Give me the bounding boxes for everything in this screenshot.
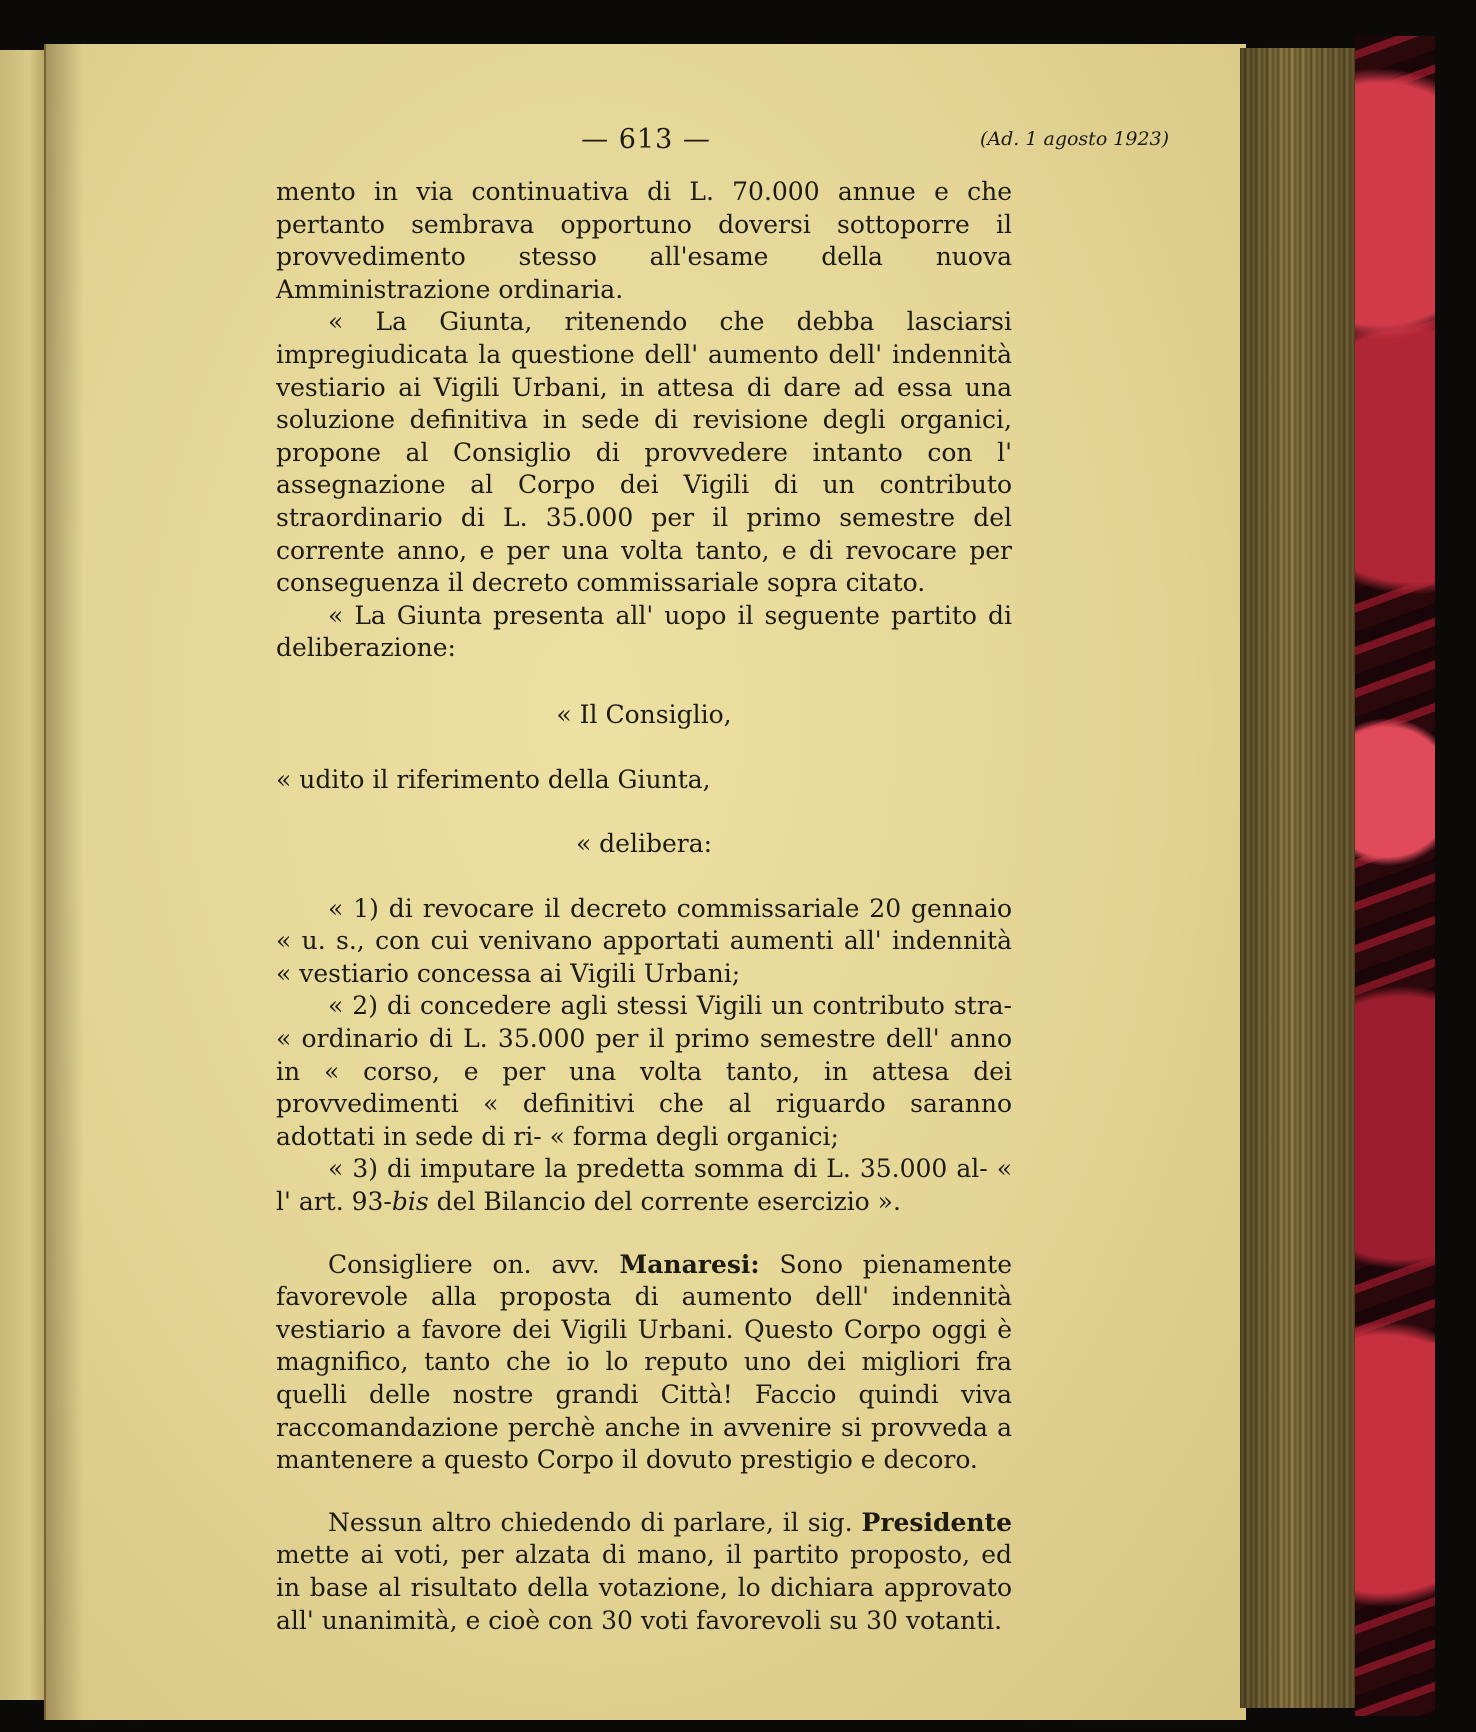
margin-date-note: (Ad. 1 agosto 1923) xyxy=(980,128,1170,150)
speech-manaresi: Consigliere on. avv. Manaresi: Sono pienamente favorevole alla proposta di aumento dell' indennità vestiario a favore dei Vigili Urbani. Questo Corpo oggi è magnifico, tanto che io lo reputo uno dei migliori fra quelli delle nostre grandi Città! Faccio quindi viva raccomandazione perchè anche in avvenire si provveda a mantenere a questo Corpo il dovuto prestigio e decoro. xyxy=(276,1249,1012,1475)
resolution-heading-consiglio: « Il Consiglio, xyxy=(556,699,732,729)
page-gutter-shadow xyxy=(44,44,84,1720)
previous-page-edge xyxy=(0,50,48,1700)
marbled-cover xyxy=(1355,36,1435,1716)
resolution-item-3: « 3) di imputare la predetta somma di L. 35.000 al- « l' art. 93-bis del Bilancio del corrente esercizio ». xyxy=(276,1154,1012,1217)
paragraph-continuation: mento in via continuativa di L. 70.000 annue e che pertanto sembrava opportuno doversi sottoporre il provvedimento stesso all'esame della nuova Amministrazione ordinaria. xyxy=(276,177,1012,304)
page-stack-shadow xyxy=(1240,48,1360,1708)
resolution-item-1: « 1) di revocare il decreto commissariale 20 gennaio « u. s., con cui venivano apportati aumenti all' indennità « vestiario concessa ai Vigili Urbani; xyxy=(276,893,1012,988)
resolution-udito: « udito il riferimento della Giunta, xyxy=(276,764,711,794)
body-text xyxy=(276,176,1012,1637)
paragraph-giunta-proposal: « La Giunta, ritenendo che debba lasciarsi impregiudicata la questione dell' aumento dell' indennità vestiario ai Vigili Urbani, in attesa di dare ad essa una soluzione definitiva in sede di revisione degli organici, propone al Consiglio di provvedere intanto con l' assegnazione al Corpo dei Vigili di un contributo straordinario di L. 35.000 per il primo semestre del corrente anno, e per una volta tanto, e di revocare per conseguenza il decreto commissariale sopra citato. xyxy=(276,307,1012,598)
resolution-item-2: « 2) di concedere agli stessi Vigili un contributo stra- « ordinario di L. 35.000 per il primo semestre dell' anno in « corso, e per una volta tanto, in attesa dei provvedimenti « definitivi che al riguardo saranno adottati in sede di ri- « forma degli organici; xyxy=(276,991,1012,1151)
resolution-delibera: « delibera: xyxy=(575,829,713,859)
president-name: Presidente xyxy=(861,1507,1012,1537)
paragraph-giunta-presents: « La Giunta presenta all' uopo il seguente partito di deliberazione: xyxy=(276,600,1012,663)
speaker-name: Manaresi: xyxy=(619,1249,760,1279)
page-number: — 613 — xyxy=(581,124,711,155)
vote-result: Nessun altro chiedendo di parlare, il sig. Presidente mette ai voti, per alzata di mano, il partito proposto, ed in base al risultato della votazione, lo dichiara approvato all' unanimità, e cioè con 30 voti favorevoli su 30 votanti. xyxy=(276,1507,1012,1635)
